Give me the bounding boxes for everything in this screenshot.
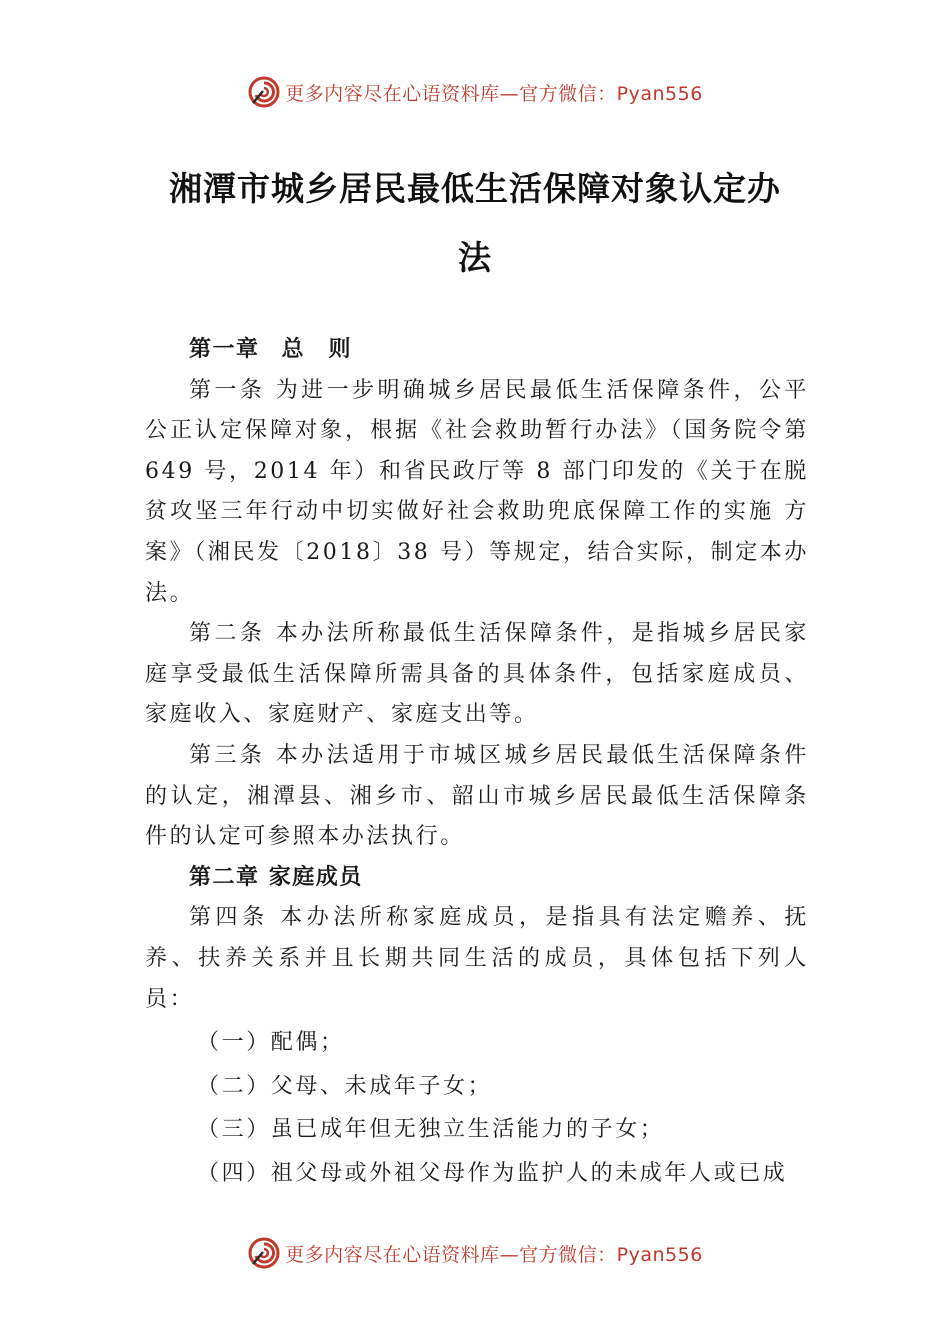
spiral-logo-icon	[247, 1236, 281, 1270]
article-4: 第四条 本办法所称家庭成员，是指具有法定赡养、抚养、扶养关系并且长期共同生活的成员，具体包括下列人员：	[145, 905, 809, 1012]
list-item: （二）父母、未成年子女；	[197, 1073, 493, 1099]
list-item: （四）祖父母或外祖父母作为监护人的未成年人或已成	[197, 1160, 788, 1186]
article-3: 第三条 本办法适用于市城区城乡居民最低生活保障条件的认定，湘潭县、湘乡市、韶山市城乡居民最低生活保障条件的认定可参照本办法执行。	[145, 742, 809, 850]
footer-watermark-banner	[0, 1233, 950, 1273]
article-1: 第一条 为进一步明确城乡居民最低生活保障条件，公平公正认定保障对象，根据《社会救助暂行办法》（国务院令第 649 号，2014 年）和省民政厅等 8 部门印发的《关于在脱贫攻坚三年行动中切实做好社会救助兜底保障工作的实施 方案》（湘民发〔2018〕38 号）等规定，结合实际，制定本办法。	[145, 377, 809, 606]
chapter-1-name: 总 则	[281, 337, 353, 362]
header-watermark-banner	[0, 72, 950, 112]
chapter-1-label: 第一章	[189, 337, 260, 362]
article-2: 第二条 本办法所称最低生活保障条件，是指城乡居民家庭享受最低生活保障所需具备的具体条件，包括家庭成员、家庭收入、家庭财产、家庭支出等。	[145, 621, 809, 728]
header-watermark-text: 更多内容尽在心语资料库—官方微信：Pyan556	[285, 82, 703, 105]
chapter-heading-1	[145, 330, 809, 371]
chapter-heading-2	[145, 858, 809, 899]
document-body	[145, 330, 809, 1194]
list-item: （三）虽已成年但无独立生活能力的子女；	[197, 1117, 665, 1143]
chapter-2-label: 第二章	[189, 864, 260, 890]
document-title-line1: 湘潭市城乡居民最低生活保障对象认定办	[169, 169, 781, 208]
document-title-line2: 法	[458, 238, 492, 277]
footer-watermark-text: 更多内容尽在心语资料库—官方微信：Pyan556	[285, 1243, 703, 1266]
chapter-2-name: 家庭成员	[268, 864, 363, 890]
spiral-logo-icon	[247, 75, 281, 109]
list-item: （一）配偶；	[197, 1030, 345, 1056]
